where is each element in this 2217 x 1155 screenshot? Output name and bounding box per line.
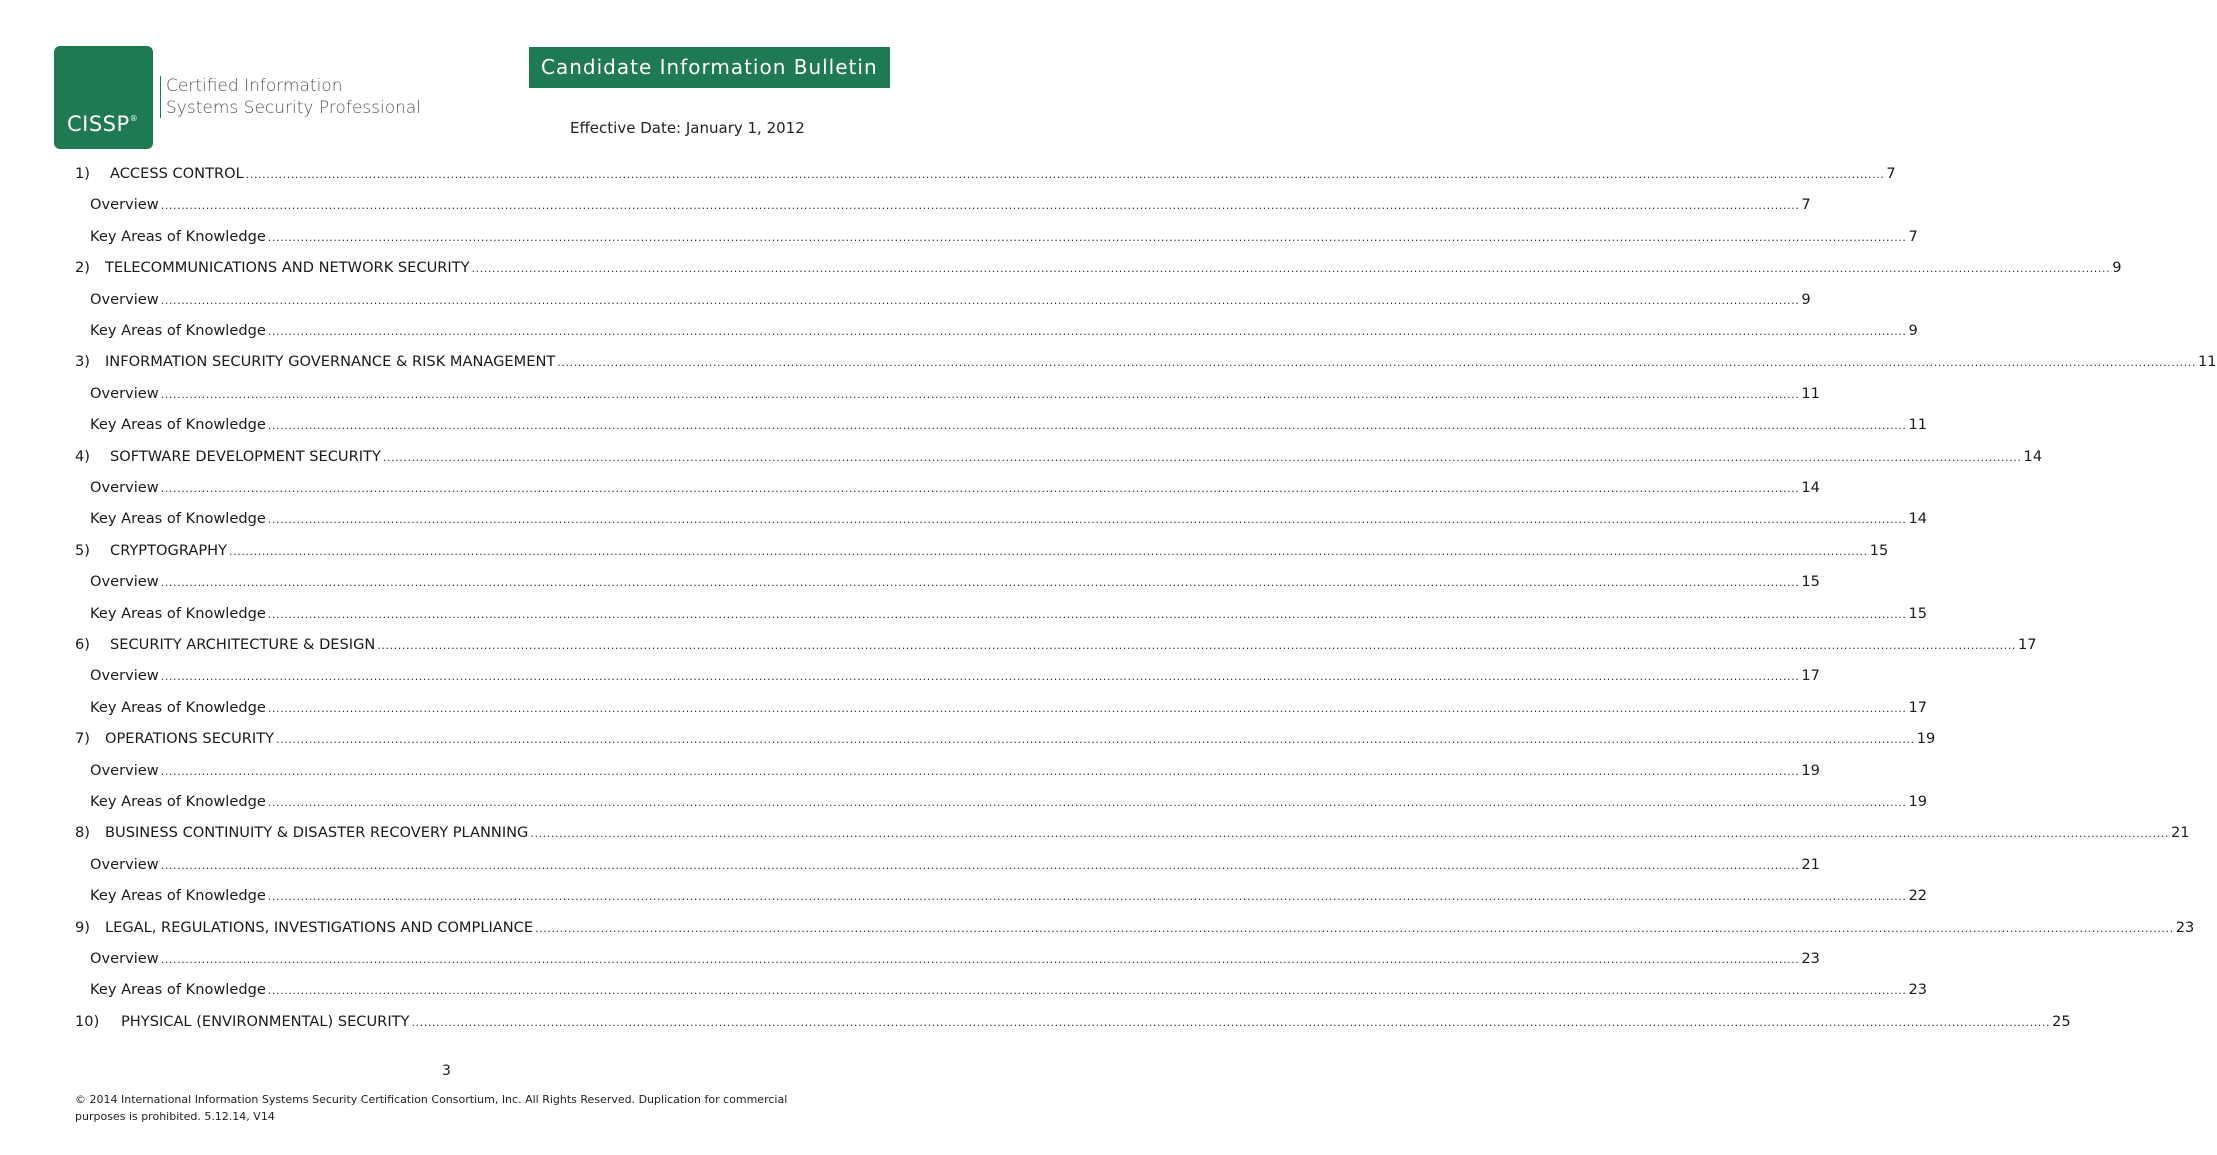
toc-entry-page: 17 (1801, 667, 1820, 685)
dot-leader: ................................................................................................................................................................................................................................................................................................................................................................................................................ (160, 576, 1800, 590)
toc-entry-number: 6) (75, 636, 90, 653)
effective-date: Effective Date: January 1, 2012 (570, 119, 805, 137)
toc-entry[interactable] (75, 824, 2190, 846)
toc-entry[interactable] (90, 510, 1928, 532)
cert-title-line1: Certified Information (166, 76, 343, 96)
dot-leader: ................................................................................................................................................................................................................................................................................................................................................................................................................ (160, 953, 1800, 966)
dot-leader: ................................................................................................................................................................................................................................................................................................................................................................................................................ (557, 356, 2196, 370)
toc-entry-title: Overview (90, 384, 159, 402)
toc-entry-page: 23 (2175, 918, 2195, 936)
toc-entry-title: Overview (90, 950, 159, 967)
toc-entry-title: Overview (90, 196, 159, 214)
toc-entry[interactable] (75, 918, 2195, 941)
dot-leader: ................................................................................................................................................................................................................................................................................................................................................................................................................ (160, 293, 1800, 307)
toc-entry-number: 4) (75, 447, 90, 465)
toc-entry-page: 11 (1908, 416, 1928, 434)
toc-entry[interactable] (90, 698, 1928, 721)
toc-entry[interactable] (75, 1012, 2071, 1035)
dot-leader: ................................................................................................................................................................................................................................................................................................................................................................................................................ (160, 199, 1800, 213)
toc-entry-page: 14 (1801, 479, 1820, 496)
toc-entry-page: 19 (1916, 730, 1936, 748)
toc-entry[interactable] (90, 604, 1928, 627)
toc-entry-page: 7 (1801, 196, 1811, 214)
dot-leader: ................................................................................................................................................................................................................................................................................................................................................................................................................ (160, 670, 1800, 684)
toc-entry-title: Key Areas of Knowledge (90, 981, 266, 999)
copyright-footer (75, 1091, 835, 1125)
toc-entry-page: 7 (1908, 227, 1918, 245)
cissp-logo (54, 46, 153, 149)
dot-leader: ................................................................................................................................................................................................................................................................................................................................................................................................................ (267, 513, 1907, 527)
logo-divider (160, 76, 161, 118)
toc-entry[interactable] (90, 761, 1820, 784)
toc-entry-title: Key Areas of Knowledge (90, 698, 266, 716)
toc-entry[interactable] (75, 447, 2043, 470)
toc-entry-page: 21 (1801, 855, 1820, 873)
toc-entry-page: 23 (1801, 950, 1820, 967)
toc-entry[interactable] (90, 227, 1918, 250)
dot-leader: ................................................................................................................................................................................................................................................................................................................................................................................................................ (267, 607, 1907, 621)
toc-entry-page: 9 (2112, 259, 2122, 277)
toc-entry-title: Overview (90, 761, 159, 779)
toc-entry-page: 14 (1908, 510, 1928, 528)
toc-entry[interactable] (90, 855, 1820, 878)
toc-entry-title: ACCESS CONTROL (110, 165, 244, 182)
logo-text: CISSP® (67, 112, 139, 136)
toc-entry[interactable] (75, 541, 1889, 564)
toc-entry-page: 17 (2017, 636, 2037, 653)
dot-leader: ................................................................................................................................................................................................................................................................................................................................................................................................................ (267, 890, 1907, 904)
dot-leader: ................................................................................................................................................................................................................................................................................................................................................................................................................ (276, 733, 1915, 747)
toc-entry-title: Key Areas of Knowledge (90, 322, 266, 339)
toc-entry-title: Key Areas of Knowledge (90, 887, 266, 905)
toc-entry-page: 15 (1908, 604, 1928, 622)
dot-leader: ................................................................................................................................................................................................................................................................................................................................................................................................................ (471, 262, 2111, 276)
toc-entry[interactable] (75, 353, 2217, 375)
toc-entry[interactable] (90, 573, 1820, 595)
toc-entry[interactable] (75, 165, 1896, 187)
toc-entry-title: SECURITY ARCHITECTURE & DESIGN (110, 636, 376, 653)
registered-mark: ® (129, 114, 139, 123)
dot-leader: ................................................................................................................................................................................................................................................................................................................................................................................................................ (267, 701, 1907, 715)
toc-entry-number: 10) (75, 1012, 100, 1030)
dot-leader: ................................................................................................................................................................................................................................................................................................................................................................................................................ (245, 168, 1885, 181)
cert-title-line2: Systems Security Professional (166, 98, 422, 118)
bulletin-banner: Candidate Information Bulletin (529, 47, 890, 88)
toc-entry-page: 22 (1908, 887, 1928, 905)
toc-entry-page: 11 (2197, 353, 2217, 371)
toc-entry-page: 15 (1801, 573, 1820, 591)
dot-leader: ................................................................................................................................................................................................................................................................................................................................................................................................................ (267, 325, 1907, 338)
toc-entry-number: 2) (75, 259, 90, 277)
dot-leader: ................................................................................................................................................................................................................................................................................................................................................................................................................ (411, 1015, 2051, 1029)
toc-entry[interactable] (90, 981, 1928, 1003)
toc-entry-title: Key Areas of Knowledge (90, 227, 266, 245)
toc-entry-number: 1) (75, 165, 90, 182)
toc-entry[interactable] (75, 636, 2037, 658)
toc-entry-page: 19 (1908, 793, 1928, 810)
toc-entry[interactable] (75, 259, 2122, 281)
dot-leader: ................................................................................................................................................................................................................................................................................................................................................................................................................ (377, 639, 2016, 652)
toc-entry[interactable] (90, 479, 1820, 501)
dot-leader: ................................................................................................................................................................................................................................................................................................................................................................................................................ (535, 921, 2174, 935)
toc-entry-page: 14 (2023, 447, 2043, 465)
footer-line2: purposes is prohibited. 5.12.14, V14 (75, 1110, 275, 1123)
toc-entry-title: Key Areas of Knowledge (90, 604, 266, 622)
toc-entry-page: 23 (1908, 981, 1928, 999)
dot-leader: ................................................................................................................................................................................................................................................................................................................................................................................................................ (160, 764, 1800, 778)
dot-leader: ................................................................................................................................................................................................................................................................................................................................................................................................................ (160, 858, 1800, 872)
toc-entry-number: 5) (75, 541, 90, 559)
toc-entry[interactable] (90, 887, 1928, 909)
toc-entry-title: Overview (90, 855, 159, 873)
toc-entry-title: CRYPTOGRAPHY (110, 541, 228, 559)
toc-entry[interactable] (90, 416, 1928, 438)
toc-entry-page: 25 (2052, 1012, 2071, 1030)
dot-leader: ................................................................................................................................................................................................................................................................................................................................................................................................................ (229, 544, 1868, 558)
dot-leader: ................................................................................................................................................................................................................................................................................................................................................................................................................ (382, 450, 2022, 464)
dot-leader: ................................................................................................................................................................................................................................................................................................................................................................................................................ (267, 796, 1907, 809)
dot-leader: ................................................................................................................................................................................................................................................................................................................................................................................................................ (530, 827, 2170, 841)
toc-entry[interactable] (90, 322, 1918, 344)
toc-entry-title: Key Areas of Knowledge (90, 793, 266, 810)
toc-entry-title: Overview (90, 479, 159, 496)
page-number: 3 (442, 1063, 451, 1079)
toc-entry-title: SOFTWARE DEVELOPMENT SECURITY (110, 447, 381, 465)
toc-entry-title: Overview (90, 290, 159, 308)
toc-entry-page: 21 (2171, 824, 2190, 842)
toc-entry-page: 17 (1908, 698, 1928, 716)
dot-leader: ................................................................................................................................................................................................................................................................................................................................................................................................................ (160, 482, 1800, 495)
footer-line1: © 2014 International Information Systems Security Certification Consortium, Inc. All Rights Reserved. Duplication for commercial (75, 1093, 788, 1106)
toc-entry-title: OPERATIONS SECURITY (105, 730, 275, 748)
toc-entry-page: 9 (1801, 290, 1811, 308)
toc-entry[interactable] (90, 290, 1811, 313)
toc-entry-title: Overview (90, 667, 159, 685)
toc-entry[interactable] (90, 793, 1928, 815)
toc-entry-title: Key Areas of Knowledge (90, 416, 266, 434)
toc-entry-number: 8) (75, 824, 90, 842)
dot-leader: ................................................................................................................................................................................................................................................................................................................................................................................................................ (267, 984, 1907, 998)
toc-entry-number: 3) (75, 353, 90, 371)
toc-entry[interactable] (90, 196, 1811, 218)
toc-entry[interactable] (75, 730, 1936, 752)
toc-entry-page: 11 (1801, 384, 1820, 402)
toc-entry-page: 19 (1801, 761, 1820, 779)
toc-entry-page: 7 (1886, 165, 1896, 182)
toc-entry-title: INFORMATION SECURITY GOVERNANCE & RISK MANAGEMENT (105, 353, 556, 371)
toc-entry-title: BUSINESS CONTINUITY & DISASTER RECOVERY PLANNING (105, 824, 529, 842)
toc-entry[interactable] (90, 384, 1820, 407)
dot-leader: ................................................................................................................................................................................................................................................................................................................................................................................................................ (160, 387, 1800, 401)
toc-entry-title: Overview (90, 573, 159, 591)
toc-entry[interactable] (90, 667, 1820, 689)
toc-entry-number: 9) (75, 918, 90, 936)
toc-entry-title: LEGAL, REGULATIONS, INVESTIGATIONS AND COMPLIANCE (105, 918, 534, 936)
toc-entry-number: 7) (75, 730, 90, 748)
toc-entry-title: TELECOMMUNICATIONS AND NETWORK SECURITY (105, 259, 470, 277)
dot-leader: ................................................................................................................................................................................................................................................................................................................................................................................................................ (267, 230, 1907, 244)
toc-entry-title: Key Areas of Knowledge (90, 510, 266, 528)
toc-entry-page: 9 (1908, 322, 1918, 339)
dot-leader: ................................................................................................................................................................................................................................................................................................................................................................................................................ (267, 419, 1907, 433)
toc-entry[interactable] (90, 950, 1820, 972)
toc-entry-page: 15 (1869, 541, 1889, 559)
toc-entry-title: PHYSICAL (ENVIRONMENTAL) SECURITY (121, 1012, 410, 1030)
